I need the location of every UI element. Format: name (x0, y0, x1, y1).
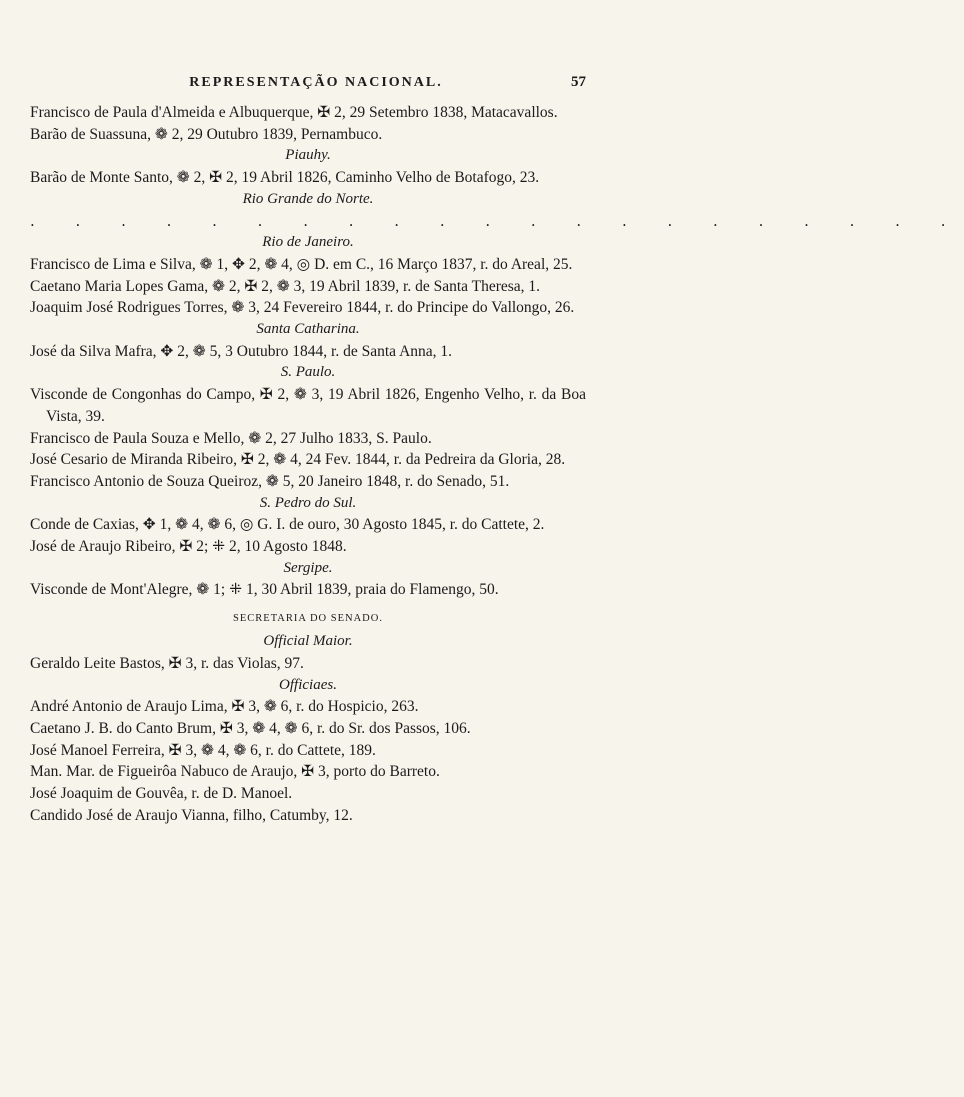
entry: Caetano J. B. do Canto Brum, ✠ 3, ❁ 4, ❁ 6, r. do Sr. dos Passos, 106. (30, 719, 471, 737)
section-heading-sao-paulo: S. Paulo. (280, 364, 336, 381)
entry: Conde de Caxias, ✥ 1, ❁ 4, ❁ 6, ◎ G. I. de ouro, 30 Agosto 1845, r. do Cattete, 2. (30, 516, 545, 534)
entry: Candido José de Araujo Vianna, filho, Catumby, 12. (30, 806, 353, 824)
entry: Francisco de Paula d'Almeida e Albuquerque, ✠ 2, 29 Setembro 1838, Matacavallos. (30, 104, 558, 121)
page-header (30, 74, 586, 102)
section-heading-sao-pedro-do-sul: S. Pedro do Sul. (259, 494, 357, 511)
entry: Francisco Antonio de Souza Queiroz, ❁ 5, 20 Janeiro 1848, r. do Senado, 51. (30, 472, 510, 490)
page-title: REPRESENTAÇÃO NACIONAL. (189, 75, 443, 90)
entry: Man. Mar. de Figueirôa Nabuco de Araujo, ✠ 3, porto do Barreto. (30, 763, 440, 781)
entry: Francisco de Paula Souza e Mello, ❁ 2, 27 Julho 1833, S. Paulo. (30, 429, 432, 447)
page-number: 57 (571, 74, 586, 90)
entry: José Cesario de Miranda Ribeiro, ✠ 2, ❁ 4, 24 Fev. 1844, r. da Pedreira da Gloria, 28. (30, 451, 566, 469)
section-heading-piauhy: Piauhy. (285, 147, 331, 164)
entry: Geraldo Leite Bastos, ✠ 3, r. das Violas, 97. (30, 654, 304, 672)
section-heading-santa-catharina: Santa Catharina. (256, 321, 360, 338)
entry: Caetano Maria Lopes Gama, ❁ 2, ✠ 2, ❁ 3, 19 Abril 1839, r. de Santa Theresa, 1. (30, 277, 541, 295)
entry: Barão de Monte Santo, ❁ 2, ✠ 2, 19 Abril 1826, Caminho Velho de Botafogo, 23. (30, 169, 540, 187)
entry: Joaquim José Rodrigues Torres, ❁ 3, 24 Fevereiro 1844, r. do Principe do Vallongo, 26. (30, 299, 575, 317)
entry: Visconde de Mont'Alegre, ❁ 1; ⁜ 1, 30 Abril 1839, praia do Flamengo, 50. (30, 581, 499, 599)
entry: André Antonio de Araujo Lima, ✠ 3, ❁ 6, r. do Hospicio, 263. (30, 698, 419, 716)
section-heading-rio-de-janeiro: Rio de Janeiro. (262, 234, 354, 251)
page (30, 74, 964, 827)
entry: José de Araujo Ribeiro, ✠ 2; ⁜ 2, 10 Agosto 1848. (30, 538, 347, 556)
entry: José Manoel Ferreira, ✠ 3, ❁ 4, ❁ 6, r. do Cattete, 189. (30, 741, 376, 759)
section-heading-officiaes: Officiaes. (279, 676, 337, 693)
entry: Francisco de Lima e Silva, ❁ 1, ✥ 2, ❁ 4, ◎ D. em C., 16 Março 1837, r. do Areal, 25. (30, 255, 573, 273)
dotted-leader: . . . . . . . . . . . . . . . . . . . . . (30, 211, 964, 230)
entry: Visconde de Congonhas do Campo, ✠ 2, ❁ 3, 19 Abril 1826, Engenho Velho, r. da Boa Vista, 39. (30, 386, 586, 425)
section-heading-secretaria-do-senado: SECRETARIA DO SENADO. (233, 613, 383, 625)
section-heading-sergipe: Sergipe. (283, 559, 333, 576)
section-heading-rio-grande-do-norte: Rio Grande do Norte. (242, 190, 374, 207)
entry: José Joaquim de Gouvêa, r. de D. Manoel. (30, 785, 293, 803)
entry: José da Silva Mafra, ✥ 2, ❁ 5, 3 Outubro 1844, r. de Santa Anna, 1. (30, 342, 453, 360)
section-heading-official-maior: Official Maior. (263, 633, 353, 650)
entry: Barão de Suassuna, ❁ 2, 29 Outubro 1839, Pernambuco. (30, 125, 383, 143)
